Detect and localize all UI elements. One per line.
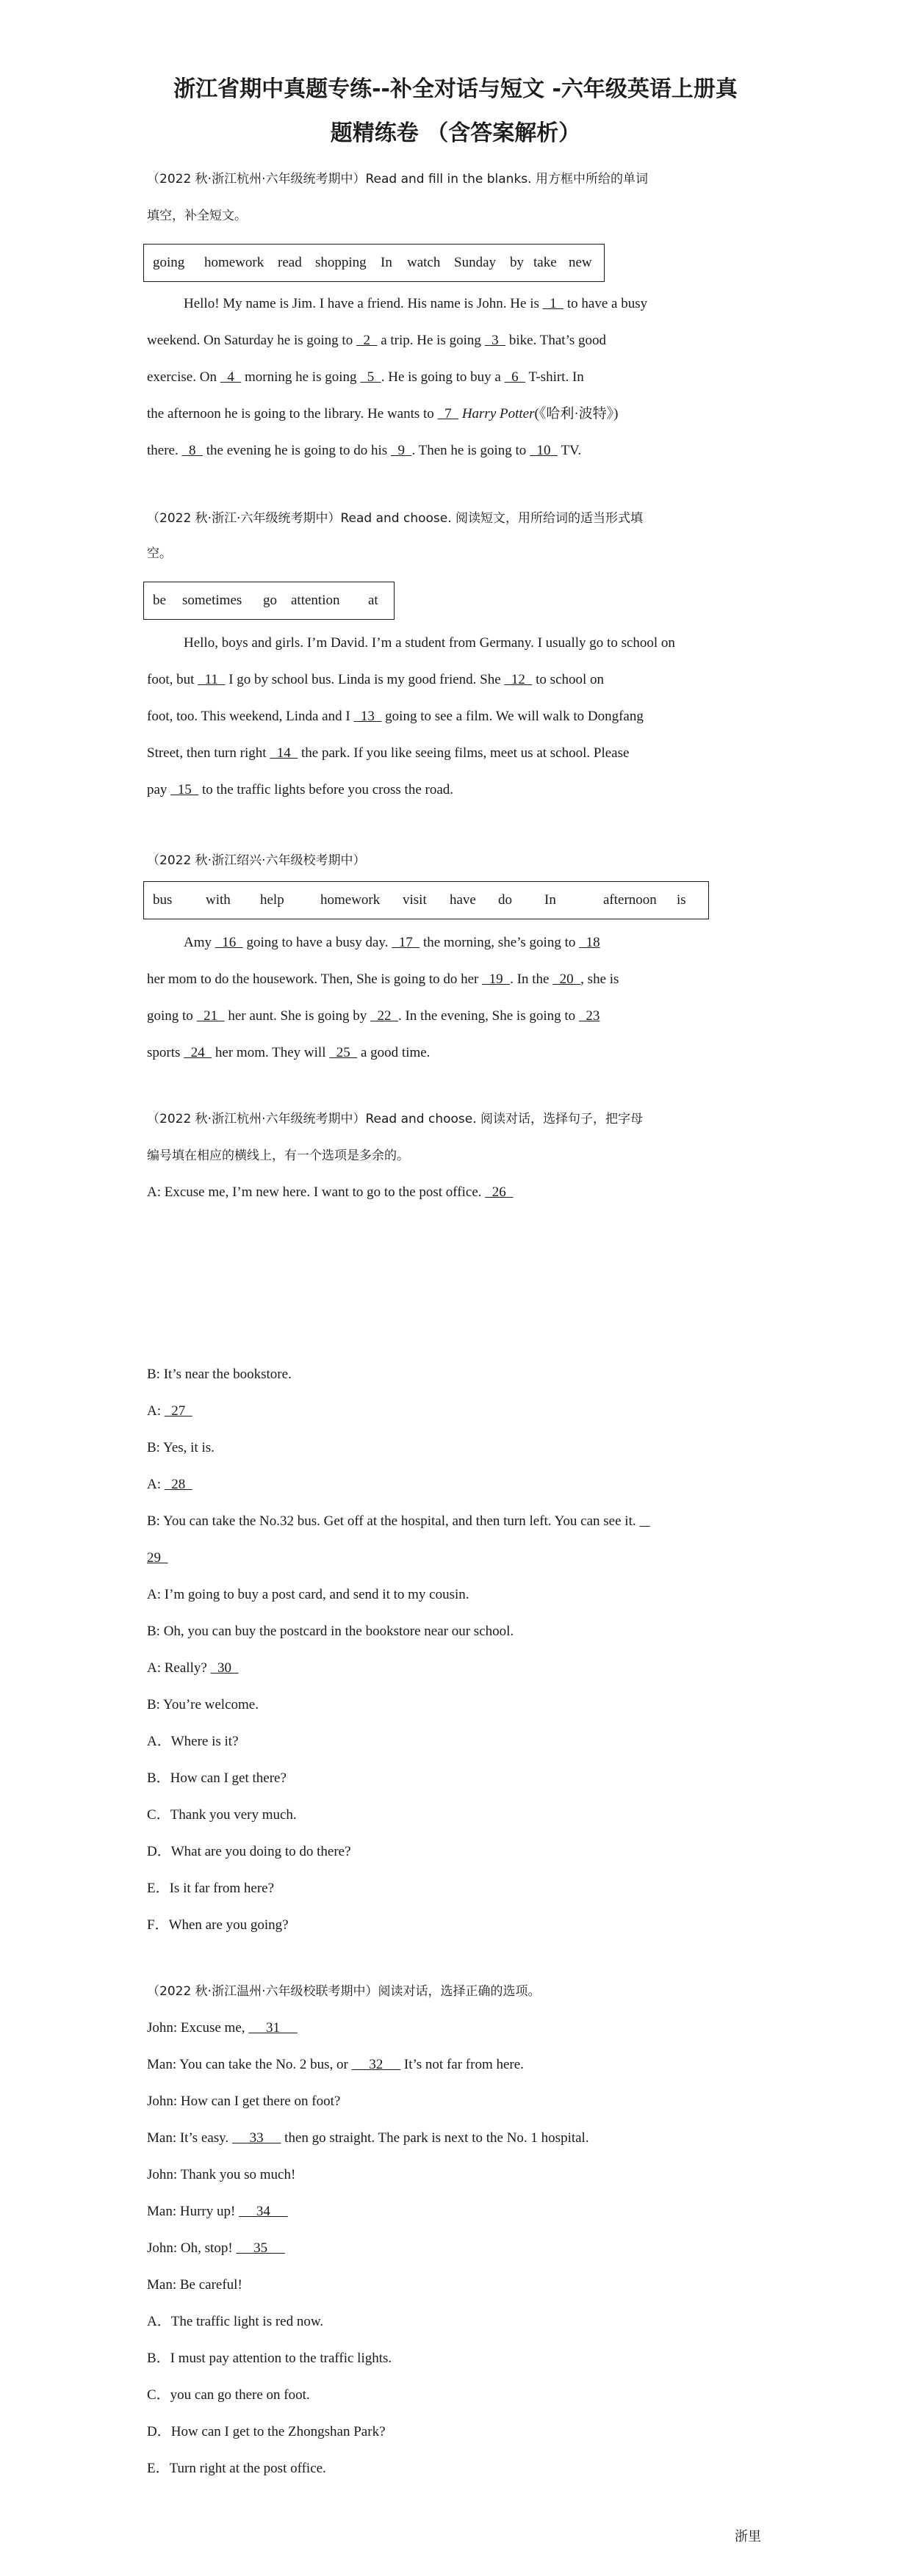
dialog-line: John: Thank you so much! xyxy=(147,2167,296,2182)
blank-31: 31 xyxy=(248,2020,298,2036)
section3-source: （2022 秋·浙江绍兴·六年级校考期中） xyxy=(147,853,366,868)
section1-source: （2022 秋·浙江杭州·六年级统考期中）Read and fill in the blanks. 用方框中所给的单词 xyxy=(147,172,648,187)
blank-4: 4 xyxy=(220,369,242,385)
dialog-line xyxy=(147,1548,168,1569)
blank-3: 3 xyxy=(484,333,506,348)
blank-29-start xyxy=(639,1513,649,1529)
section2-para-line: foot, but 11 I go by school bus. Linda is my good friend. She 12 to school on xyxy=(147,672,605,687)
blank-8: 8 xyxy=(181,443,203,458)
option-item: D．What are you doing to do there? xyxy=(147,1844,351,1859)
word-box-item: read xyxy=(278,255,302,270)
blank-10: 10 xyxy=(530,443,558,458)
option-item: E．Is it far from here? xyxy=(147,1881,275,1896)
blank-14: 14 xyxy=(270,745,298,761)
dialog-line: B: You’re welcome. xyxy=(147,1697,259,1712)
page-title xyxy=(110,68,801,156)
word-box-item: take xyxy=(533,255,557,270)
dialog-line: Man: Hurry up! 34 xyxy=(147,2204,288,2219)
dialog-line: B: Yes, it is. xyxy=(147,1440,215,1455)
section2-word-box xyxy=(143,582,395,620)
dialog-line: Man: It’s easy. 33 then go straight. The park is next to the No. 1 hospital. xyxy=(147,2130,589,2146)
section1-para-line: there. 8 the evening he is going to do his 9 . Then he is going to 10 TV. xyxy=(147,443,582,458)
word-box-item: new xyxy=(569,255,592,270)
option-item: A．Where is it? xyxy=(147,1734,239,1749)
section2-para-line: Street, then turn right 14 the park. If you like seeing films, meet us at school. Please xyxy=(147,745,630,761)
section3-para-line: sports 24 her mom. They will 25 a good time. xyxy=(147,1045,431,1060)
option-item: D．How can I get to the Zhongshan Park? xyxy=(147,2424,386,2439)
blank-2: 2 xyxy=(356,333,378,348)
section1-para-line: weekend. On Saturday he is going to 2 a trip. He is going 3 bike. That’s good xyxy=(147,333,606,348)
blank-24: 24 xyxy=(184,1045,212,1060)
section2-para-line: pay 15 to the traffic lights before you cross the road. xyxy=(147,782,454,797)
blank-32: 32 xyxy=(351,2057,401,2072)
word-box-item: by xyxy=(510,255,524,270)
word-box-item: is xyxy=(677,892,686,908)
dialog-line: A: I’m going to buy a post card, and send it to my cousin. xyxy=(147,1587,469,1602)
section1-para-line: the afternoon he is going to the library. He wants to 7 Harry Potter(《哈利·波特》) xyxy=(147,406,619,422)
dialog-line: Man: Be careful! xyxy=(147,2277,242,2293)
word-box-item: homework xyxy=(320,892,381,908)
blank-13: 13 xyxy=(353,709,382,724)
blank-23: 23 xyxy=(578,1008,600,1024)
option-item: E．Turn right at the post office. xyxy=(147,2461,326,2476)
section3-para-line: Amy 16 going to have a busy day. 17 the morning, she’s going to 18 xyxy=(184,935,600,950)
blank-25: 25 xyxy=(329,1045,358,1060)
word-box-item: do xyxy=(498,892,512,908)
page-footer: 浙里 xyxy=(735,2529,761,2544)
dialog-line: B: It’s near the bookstore. xyxy=(147,1367,292,1382)
blank-12: 12 xyxy=(504,672,533,687)
word-box-item: go xyxy=(263,593,277,608)
section3-para-line: going to 21 her aunt. She is going by 22 . In the evening, She is going to 23 xyxy=(147,1008,600,1024)
blank-34: 34 xyxy=(239,2204,288,2219)
blank-17: 17 xyxy=(392,935,420,950)
blank-11: 11 xyxy=(198,672,226,687)
blank-18: 18 xyxy=(579,935,600,950)
dialog-line: John: How can I get there on foot? xyxy=(147,2094,341,2109)
word-box-item: visit xyxy=(403,892,427,908)
word-box-item: afternoon xyxy=(603,892,657,908)
dialog-line: Man: You can take the No. 2 bus, or 32 It’s not far from here. xyxy=(147,2057,524,2072)
section2-source: （2022 秋·浙江·六年级统考期中）Read and choose. 阅读短文，用所给词的适当形式填 xyxy=(147,511,644,526)
blank-29: 29 xyxy=(147,1550,168,1566)
blank-5: 5 xyxy=(360,369,381,385)
section2-para-line: foot, too. This weekend, Linda and I 13 going to see a film. We will walk to Dongfang xyxy=(147,709,644,724)
option-item: B．I must pay attention to the traffic lights. xyxy=(147,2351,392,2366)
word-box-item: In xyxy=(544,892,556,908)
section5-source: （2022 秋·浙江温州·六年级校联考期中）阅读对话，选择正确的选项。 xyxy=(147,1984,541,1999)
blank-9: 9 xyxy=(390,443,412,458)
section3-para-line: her mom to do the housework. Then, She is going to do her 19 . In the 20 , she is xyxy=(147,972,619,987)
dialog-line: John: Oh, stop! 35 xyxy=(147,2240,285,2256)
blank-27: 27 xyxy=(164,1403,192,1419)
option-item: A．The traffic light is red now. xyxy=(147,2314,324,2329)
blank-35: 35 xyxy=(236,2240,285,2256)
blank-6: 6 xyxy=(504,369,526,385)
word-box-item: attention xyxy=(291,593,340,608)
word-box-item: help xyxy=(260,892,284,908)
word-box-item: with xyxy=(206,892,231,908)
blank-33: 33 xyxy=(231,2130,281,2146)
word-box-item: Sunday xyxy=(454,255,496,270)
blank-28: 28 xyxy=(164,1477,192,1492)
dialog-line: A: Really? 30 xyxy=(147,1660,239,1676)
option-item: C．Thank you very much. xyxy=(147,1807,297,1823)
section2-source-cont: 空。 xyxy=(147,546,172,561)
section1-source-cont: 填空，补全短文。 xyxy=(147,209,247,223)
section1-para-line: Hello! My name is Jim. I have a friend. His name is John. He is 1 to have a busy xyxy=(184,296,648,311)
option-item: B．How can I get there? xyxy=(147,1770,287,1786)
dialog-line: A: 28 xyxy=(147,1477,192,1492)
word-box-item: sometimes xyxy=(182,593,242,608)
dialog-line: B: Oh, you can buy the postcard in the bookstore near our school. xyxy=(147,1624,514,1639)
title-line-2: 题精练卷 （含答案解析） xyxy=(330,120,581,146)
word-box-item: have xyxy=(450,892,476,908)
blank-30: 30 xyxy=(210,1660,239,1676)
option-item: F．When are you going? xyxy=(147,1917,289,1933)
section1-para-line: exercise. On 4 morning he is going 5 . He is going to buy a 6 T-shirt. In xyxy=(147,369,584,385)
blank-1: 1 xyxy=(542,296,564,311)
word-box-item: shopping xyxy=(315,255,367,270)
section4-source-cont: 编号填在相应的横线上，有一个选项是多余的。 xyxy=(147,1148,409,1163)
word-box-item: going xyxy=(153,255,185,270)
blank-19: 19 xyxy=(482,972,511,987)
option-item: C．you can go there on foot. xyxy=(147,2387,310,2403)
dialog-line: B: You can take the No.32 bus. Get off at the hospital, and then turn left. You can see it. xyxy=(147,1511,650,1532)
word-box-item: at xyxy=(368,593,378,608)
blank-22: 22 xyxy=(370,1008,398,1024)
word-box-item: homework xyxy=(204,255,264,270)
blank-7: 7 xyxy=(437,406,459,422)
word-box-item: In xyxy=(381,255,392,270)
section4-source: （2022 秋·浙江杭州·六年级统考期中）Read and choose. 阅读对话，选择句子，把字母 xyxy=(147,1112,644,1126)
title-line-1: 浙江省期中真题专练--补全对话与短文 -六年级英语上册真 xyxy=(173,76,738,102)
section2-para-line: Hello, boys and girls. I’m David. I’m a student from Germany. I usually go to school on xyxy=(184,635,675,651)
dialog-line: A: Excuse me, I’m new here. I want to go to the post office. 26 xyxy=(147,1184,514,1200)
blank-16: 16 xyxy=(215,935,243,950)
dialog-line: John: Excuse me, 31 xyxy=(147,2020,298,2036)
word-box-item: be xyxy=(153,593,166,608)
blank-21: 21 xyxy=(196,1008,225,1024)
blank-20: 20 xyxy=(552,972,581,987)
section1-word-box xyxy=(143,244,605,282)
word-box-item: watch xyxy=(407,255,441,270)
word-box-item: bus xyxy=(153,892,173,908)
blank-15: 15 xyxy=(170,782,199,797)
section3-word-box xyxy=(143,881,709,919)
dialog-line: A: 27 xyxy=(147,1403,192,1419)
blank-26: 26 xyxy=(485,1184,514,1200)
